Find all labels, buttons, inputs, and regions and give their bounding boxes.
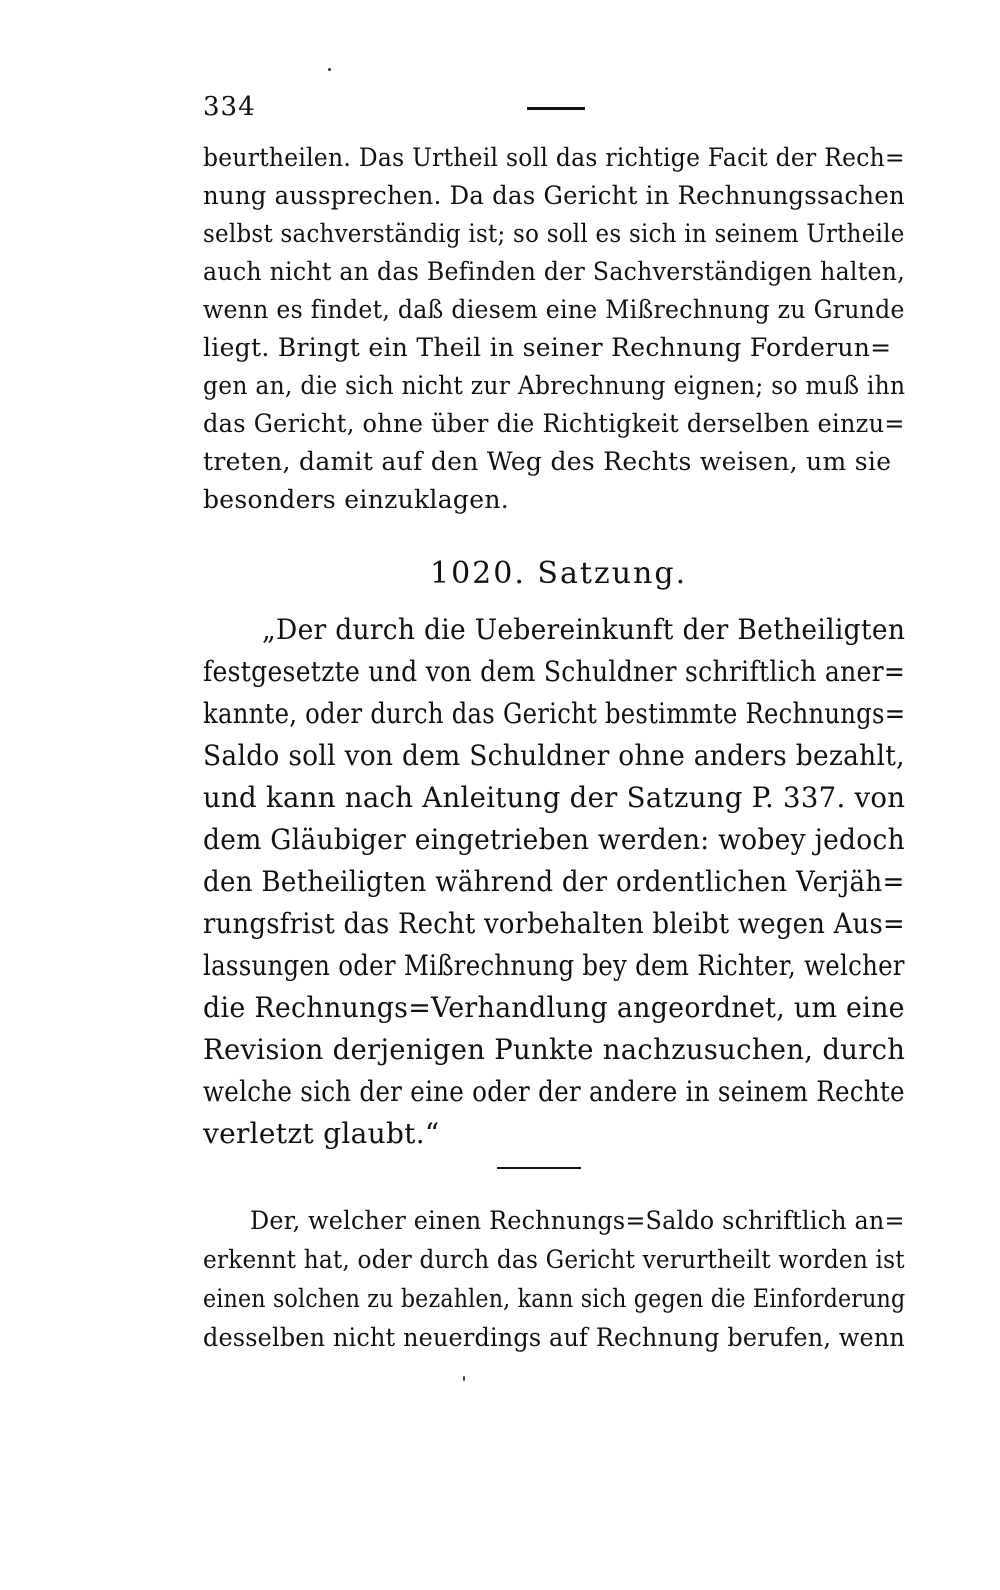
text-line: desselben nicht neuerdings auf Rechnung berufen, wenn — [203, 1323, 905, 1352]
text-line: Revision derjenigen Punkte nachzusuchen, durch — [203, 1033, 906, 1066]
text-line: lassungen oder Mißrechnung bey dem Richter, welcher — [203, 949, 905, 982]
text-line: einen solchen zu bezahlen, kann sich gegen die Einforderung — [203, 1284, 906, 1313]
page-number: 334 — [203, 92, 256, 122]
text-line: welche sich der eine oder der andere in seinem Rechte — [203, 1075, 905, 1108]
text-line: den Betheiligten während der ordentlichen Verjäh= — [203, 865, 905, 898]
text-line: Saldo soll von dem Schuldner ohne anders bezahlt, — [203, 739, 905, 772]
text-line: dem Gläubiger eingetrieben werden: wobey jedoch — [203, 823, 905, 856]
text-line: selbst sachverständig ist; so soll es sich in seinem Urtheile — [203, 219, 905, 248]
text-line: rungsfrist das Recht vorbehalten bleibt wegen Aus= — [203, 907, 905, 940]
text-line: besonders einzuklagen. — [203, 485, 509, 514]
text-line: das Gericht, ohne über die Richtigkeit derselben einzu= — [203, 409, 905, 438]
section-heading: 1020. Satzung. — [430, 556, 688, 591]
text-line: Der, welcher einen Rechnungs=Saldo schriftlich an= — [250, 1206, 905, 1235]
text-line: nung aussprechen. Da das Gericht in Rechnungssachen — [203, 181, 905, 210]
text-line: „Der durch die Uebereinkunft der Betheiligten — [262, 613, 906, 646]
header-rule — [527, 107, 585, 110]
section-divider — [497, 1167, 581, 1169]
text-line: auch nicht an das Befinden der Sachverständigen halten, — [203, 257, 906, 286]
ink-speck — [328, 68, 331, 71]
text-line: und kann nach Anleitung der Satzung P. 337. von — [203, 781, 906, 814]
text-line: wenn es findet, daß diesem eine Mißrechnung zu Grunde — [203, 295, 905, 324]
ink-speck — [463, 1376, 465, 1381]
text-line: gen an, die sich nicht zur Abrechnung eignen; so muß ihn — [203, 371, 906, 400]
text-line: liegt. Bringt ein Theil in seiner Rechnung Forderun= — [203, 333, 892, 362]
text-line: treten, damit auf den Weg des Rechts weisen, um sie — [203, 447, 892, 476]
text-line: die Rechnungs=Verhandlung angeordnet, um eine — [203, 991, 905, 1024]
text-line: kannte, oder durch das Gericht bestimmte Rechnungs= — [203, 697, 906, 730]
text-line: erkennt hat, oder durch das Gericht verurtheilt worden ist — [203, 1245, 905, 1274]
text-line: festgesetzte und von dem Schuldner schriftlich aner= — [203, 655, 906, 688]
text-line: verletzt glaubt.“ — [203, 1117, 440, 1150]
text-line: beurtheilen. Das Urtheil soll das richtige Facit der Rech= — [203, 143, 905, 172]
